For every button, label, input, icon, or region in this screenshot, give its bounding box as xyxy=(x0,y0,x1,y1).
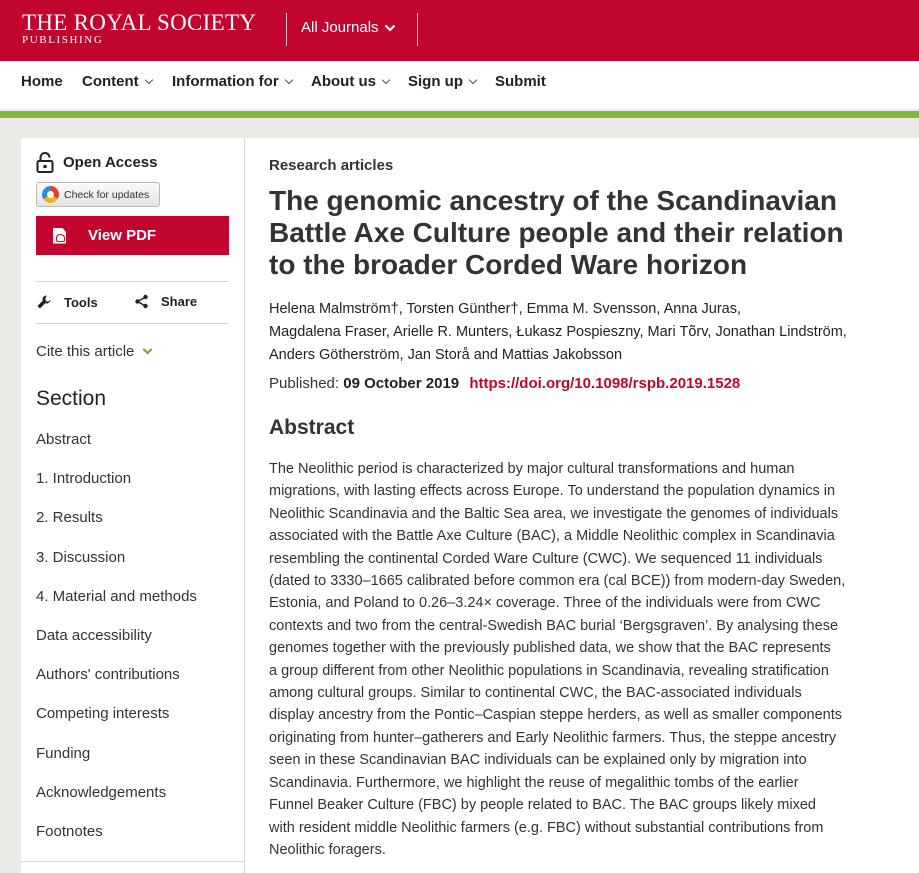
view-pdf-button[interactable] xyxy=(36,216,229,255)
title-line: to the broader Corded Ware horizon xyxy=(269,249,748,280)
nav-sign-up[interactable] xyxy=(408,73,476,90)
divider xyxy=(36,281,229,282)
all-journals-dropdown[interactable] xyxy=(301,19,396,36)
abstract-line: Estonia, and Poland to 0.26–3.24× coverage. Three of the individuals were from CWC xyxy=(269,595,821,612)
divider xyxy=(286,13,287,46)
share-icon xyxy=(134,294,149,309)
tools-button[interactable] xyxy=(36,294,98,310)
section-link-abstract[interactable]: Abstract xyxy=(36,431,92,448)
site-header xyxy=(0,0,919,61)
section-link-introduction[interactable]: 1. Introduction xyxy=(36,470,132,487)
accent-bar xyxy=(0,111,919,118)
abstract-line: originating from hunter–gatherers and Early Neolithic farmers. Thus, the steppe ancestry xyxy=(269,729,837,746)
section-link-methods[interactable]: 4. Material and methods xyxy=(36,588,197,605)
author-line[interactable]: Anders Götherström, Jan Storå and Mattias Jakobsson xyxy=(269,347,623,363)
abstract-line: associated with the Battle Axe Culture (BAC), a Middle Neolithic complex in Scandinavia xyxy=(269,528,835,545)
section-link-footnotes[interactable]: Footnotes xyxy=(36,823,103,840)
title-line: Battle Axe Culture people and their relation xyxy=(269,217,844,248)
nav-about-us-label: About us xyxy=(311,73,376,90)
nav-information-for-label: Information for xyxy=(172,73,279,90)
article-title xyxy=(269,185,899,281)
cite-this-article-toggle[interactable] xyxy=(36,343,151,360)
chevron-down-icon xyxy=(382,75,390,83)
tools-label: Tools xyxy=(64,294,98,310)
brand-logo-sub: PUBLISHING xyxy=(22,34,104,46)
divider xyxy=(417,13,418,46)
section-link-funding[interactable]: Funding xyxy=(36,745,91,762)
abstract-line: migrations, with lasting effects across Europe. To understand the population dynamics in xyxy=(269,483,836,500)
abstract-line: Neolithic foragers. xyxy=(269,841,386,858)
nav-submit[interactable] xyxy=(495,73,546,90)
abstract-line: among cultural groups. Similar to continental CWC, the BAC-associated individuals xyxy=(269,685,802,702)
abstract-text xyxy=(269,458,845,861)
abstract-line: Funnel Beaker Culture (FBC) by people related to BAC. The BAC groups likely mixed xyxy=(269,797,816,814)
abstract-line: contexts and two from the central-Swedish BAC burial ‘Bergsgraven’. By analysing these xyxy=(269,617,839,634)
chevron-down-icon xyxy=(384,23,396,33)
article-type: Research articles xyxy=(269,157,394,174)
nav-home[interactable] xyxy=(21,73,63,90)
abstract-line: The Neolithic period is characterized by major cultural transformations and human xyxy=(269,461,795,477)
published-date: 09 October 2019 xyxy=(343,375,460,392)
nav-submit-label: Submit xyxy=(495,73,546,90)
pdf-file-icon xyxy=(53,228,66,244)
open-access-label: Open Access xyxy=(63,154,158,171)
nav-information-for[interactable] xyxy=(172,73,292,90)
view-pdf-label: View PDF xyxy=(88,227,157,244)
chevron-down-icon xyxy=(469,75,477,83)
chevron-down-icon xyxy=(143,344,153,354)
share-label: Share xyxy=(161,294,198,309)
nav-content-label: Content xyxy=(82,73,139,90)
abstract-line: display ancestry from the Pontic–Caspian steppe herders, as well as smaller components xyxy=(269,707,843,724)
nav-sign-up-label: Sign up xyxy=(408,73,463,90)
wrench-icon xyxy=(36,294,52,310)
brand-logo[interactable]: THE ROYAL SOCIETY xyxy=(22,10,257,35)
divider xyxy=(36,323,229,324)
abstract-line: with resident middle Neolithic farmers (e.g. FBC) without substantial contributions from xyxy=(269,819,824,836)
main-nav xyxy=(0,61,919,109)
section-link-data-accessibility[interactable]: Data accessibility xyxy=(36,627,152,644)
check-for-updates-button[interactable] xyxy=(36,182,160,207)
title-line: The genomic ancestry of the Scandinavian xyxy=(269,185,837,216)
abstract-line: resembling the continental Corded Ware Culture (CWC). We sequenced 11 individuals xyxy=(269,550,823,567)
abstract-line: Scandinavia. Furthermore, we highlight the reuse of megalithic tombs of the earlier xyxy=(269,774,799,791)
chevron-down-icon xyxy=(284,75,292,83)
nav-about-us[interactable] xyxy=(311,73,389,90)
crossmark-icon xyxy=(42,186,59,203)
abstract-line: (dated to 3330–1665 calibrated before common era (cal BCE)) from modern-day Sweden, xyxy=(269,573,846,590)
nav-content[interactable] xyxy=(82,73,152,90)
abstract-line: genomes together with the previously published data, we show that the BAC represents xyxy=(269,640,831,657)
published-label: Published: xyxy=(269,375,340,392)
section-link-results[interactable]: 2. Results xyxy=(36,509,103,526)
nav-home-label: Home xyxy=(21,73,63,90)
section-link-acknowledgements[interactable]: Acknowledgements xyxy=(36,784,167,801)
abstract-line: seen in these Scandinavian BAC individuals can be explained only by migration into xyxy=(269,752,807,769)
check-for-updates-label: Check for updates xyxy=(64,188,150,201)
author-list xyxy=(269,298,847,367)
author-line[interactable]: Helena Malmström†, Torsten Günther†, Emma M. Svensson, Anna Juras, xyxy=(269,301,741,317)
publication-info xyxy=(269,375,740,392)
section-heading: Section xyxy=(36,387,107,410)
author-line[interactable]: Magdalena Fraser, Arielle R. Munters, Łukasz Pospieszny, Mari Tõrv, Jonathan Lindström, xyxy=(269,324,847,340)
all-journals-label: All Journals xyxy=(301,19,379,36)
share-button[interactable] xyxy=(134,294,197,309)
open-access-badge xyxy=(36,152,158,173)
section-link-contributions[interactable]: Authors' contributions xyxy=(36,666,180,683)
sidebar-divider xyxy=(244,138,245,873)
section-link-discussion[interactable]: 3. Discussion xyxy=(36,549,126,566)
chevron-down-icon xyxy=(144,75,152,83)
abstract-line: Neolithic Scandinavia and the Baltic Sea area, we investigate the genomes of individuals xyxy=(269,505,839,522)
section-link-competing-interests[interactable]: Competing interests xyxy=(36,705,170,722)
abstract-line: a group different from other Neolithic populations in Scandinavia, revealing stratification xyxy=(269,662,829,679)
open-lock-icon xyxy=(36,152,54,173)
abstract-heading: Abstract xyxy=(269,416,355,439)
doi-link[interactable]: https://doi.org/10.1098/rspb.2019.1528 xyxy=(469,375,741,392)
divider xyxy=(21,861,244,862)
cite-label: Cite this article xyxy=(36,343,135,360)
